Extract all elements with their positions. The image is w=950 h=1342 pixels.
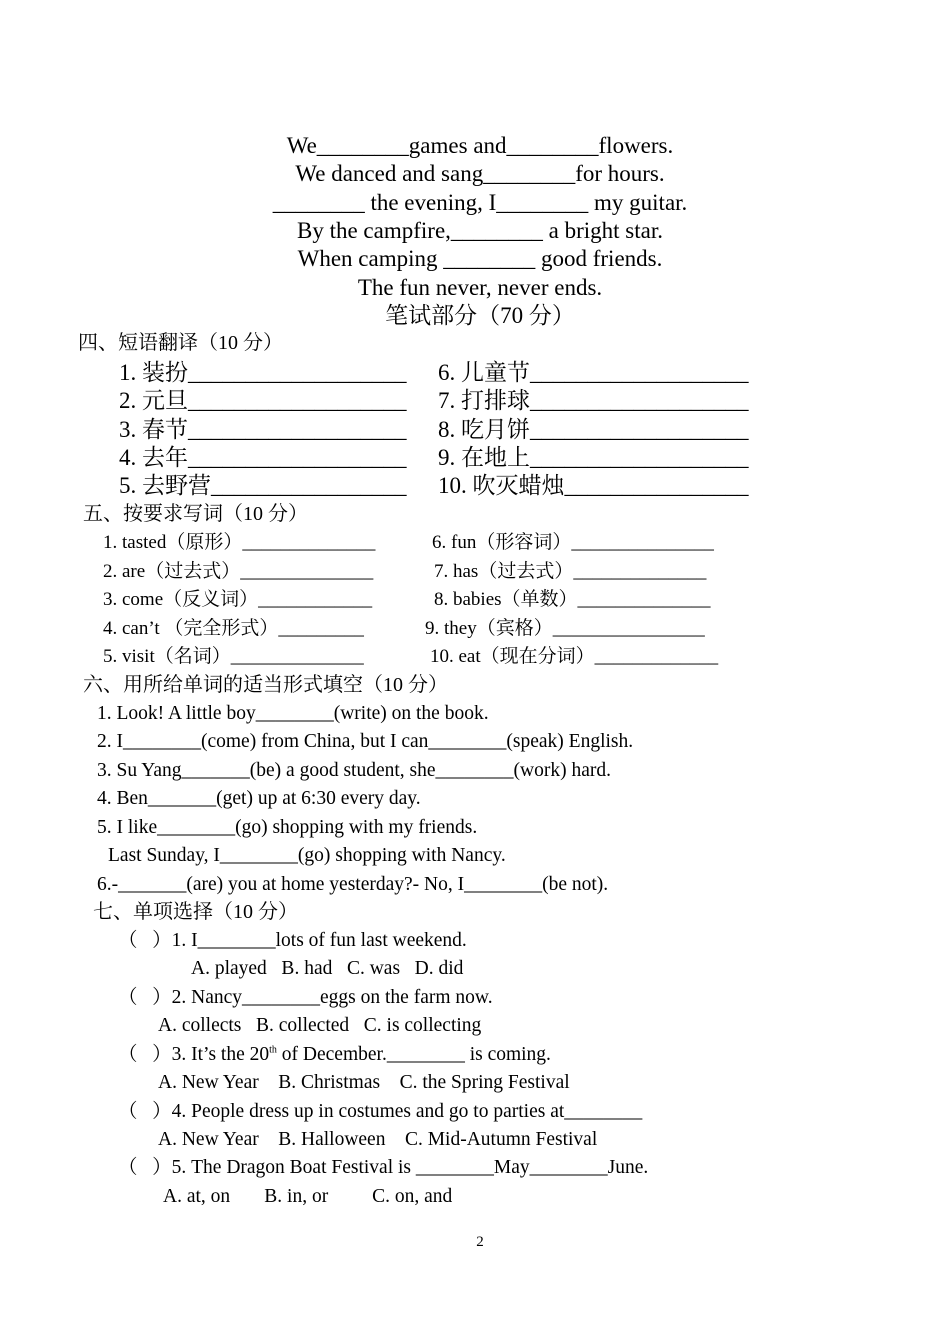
- word-item-2: 2. are（过去式）______________: [103, 561, 374, 582]
- section-7-title: 七、单项选择（10 分）: [93, 901, 298, 923]
- choice-question-3: [118, 1045, 551, 1065]
- word-item-7: 7. has（过去式）______________: [434, 561, 707, 582]
- section-6-title: 六、用所给单词的适当形式填空（10 分）: [83, 674, 448, 696]
- choice-question-4: （ ）4. People dress up in costumes and go to parties at________: [118, 1101, 643, 1122]
- word-item-10: 10. eat（现在分词）_____________: [430, 646, 719, 667]
- phrase-item-6: 6. 儿童节___________________: [438, 360, 749, 385]
- choice-options-4: A. New Year B. Halloween C. Mid-Autumn Festival: [158, 1129, 598, 1150]
- choice-question-5: （ ）5. The Dragon Boat Festival is ________May________June.: [118, 1157, 649, 1178]
- fill-item-6: 6.-_______(are) you at home yesterday?- No, I________(be not).: [97, 874, 609, 895]
- fill-item-5: 5. I like________(go) shopping with my friends.: [97, 817, 478, 838]
- choice-question-1: （ ）1. I________lots of fun last weekend.: [118, 930, 467, 951]
- phrase-item-3: 3. 春节___________________: [119, 417, 407, 442]
- poem-line-1: We________games and________flowers.: [286, 133, 674, 158]
- word-item-4: 4. can’t （完全形式）_________: [103, 618, 364, 639]
- section-4-title: 四、短语翻译（10 分）: [78, 332, 283, 354]
- section-5-title: 五、按要求写词（10 分）: [83, 503, 308, 525]
- ordinal-suffix: th: [269, 1044, 277, 1056]
- phrase-item-1: 1. 装扮___________________: [119, 360, 407, 385]
- choice-options-3: A. New Year B. Christmas C. the Spring Festival: [158, 1072, 570, 1093]
- fill-item-1: 1. Look! A little boy________(write) on the book.: [97, 703, 489, 724]
- choice-question-3-rest: of December.________ is coming.: [276, 1044, 551, 1065]
- word-item-5: 5. visit（名词）______________: [103, 646, 364, 667]
- fill-item-5b: Last Sunday, I________(go) shopping with Nancy.: [108, 845, 506, 866]
- phrase-item-2: 2. 元旦___________________: [119, 388, 407, 413]
- choice-options-2: A. collects B. collected C. is collecting: [158, 1015, 482, 1036]
- poem-line-2: We danced and sang________for hours.: [295, 161, 665, 186]
- word-item-6: 6. fun（形容词）_______________: [432, 532, 714, 553]
- poem-line-4: By the campfire,________ a bright star.: [296, 218, 663, 243]
- poem-line-3: ________ the evening, I________ my guitar.: [272, 190, 688, 215]
- word-item-9: 9. they（宾格）________________: [425, 618, 705, 639]
- choice-question-2: （ ）2. Nancy________eggs on the farm now.: [118, 987, 493, 1008]
- fill-item-2: 2. I________(come) from China, but I can________(speak) English.: [97, 731, 634, 752]
- choice-options-5: A. at, on B. in, or C. on, and: [163, 1186, 453, 1207]
- page-number: 2: [476, 1234, 484, 1250]
- fill-item-3: 3. Su Yang_______(be) a good student, she________(work) hard.: [97, 760, 611, 781]
- phrase-item-8: 8. 吃月饼___________________: [438, 417, 749, 442]
- word-item-1: 1. tasted（原形）______________: [103, 532, 376, 553]
- phrase-item-10: 10. 吹灭蜡烛________________: [438, 473, 749, 498]
- word-item-3: 3. come（反义词）____________: [103, 589, 373, 610]
- phrase-item-4: 4. 去年___________________: [119, 445, 407, 470]
- phrase-item-9: 9. 在地上___________________: [438, 445, 749, 470]
- word-item-8: 8. babies（单数）______________: [434, 589, 711, 610]
- written-part-heading: 笔试部分（70 分）: [385, 303, 575, 328]
- fill-item-4: 4. Ben_______(get) up at 6:30 every day.: [97, 788, 421, 809]
- poem-line-6: The fun never, never ends.: [357, 275, 603, 300]
- choice-options-1: A. played B. had C. was D. did: [191, 958, 464, 979]
- choice-question-3-text: （ ）3. It’s the 20: [118, 1044, 270, 1065]
- phrase-item-5: 5. 去野营_________________: [119, 473, 407, 498]
- poem-line-5: When camping ________ good friends.: [297, 246, 663, 271]
- phrase-item-7: 7. 打排球___________________: [438, 388, 749, 413]
